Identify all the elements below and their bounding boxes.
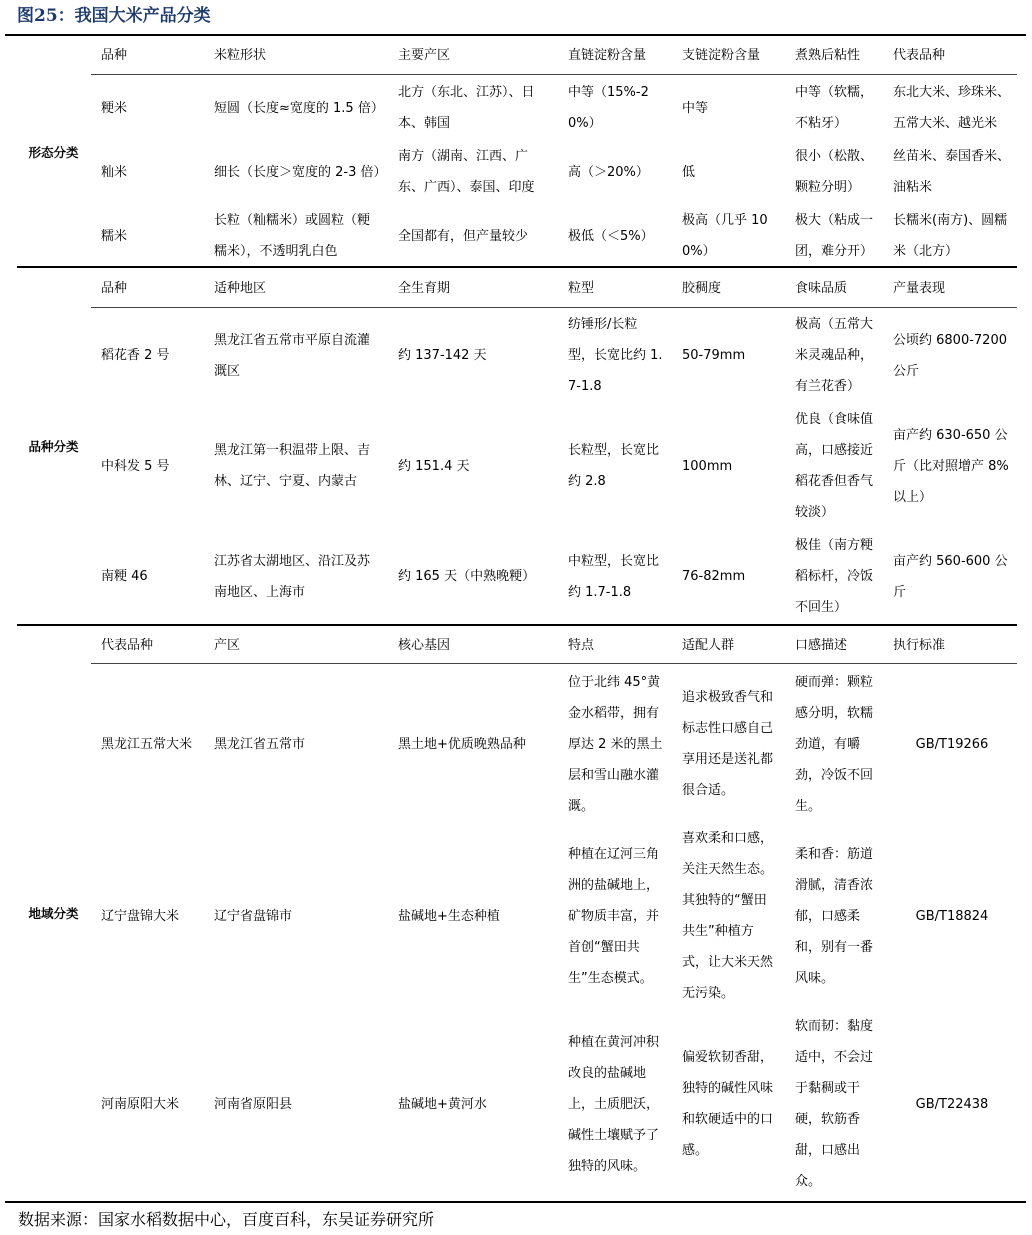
- table-cell: 黑土地+优质晚熟品种: [398, 736, 526, 752]
- table-cell: 辽宁盘锦大米: [101, 908, 180, 924]
- table-cell: 糯米: [101, 228, 128, 244]
- table-cell: 硬而弹：颗粒感分明，软糯劲道，有嚼劲，冷饭不回生。: [795, 674, 874, 814]
- header-rule: [91, 307, 1017, 308]
- table-cell: 种植在黄河冲积改良的盐碱地上，土质肥沃，碱性土壤赋予了独特的风味。: [568, 1034, 660, 1174]
- table-cell: 短圆（长度≈宽度的 1.5 倍）: [214, 100, 384, 116]
- column-header: 代表品种: [101, 638, 154, 653]
- table-cell: GB/T18824: [915, 908, 989, 924]
- column-header: 口感描述: [795, 638, 848, 653]
- table-cell: 极低（＜5%）: [568, 228, 654, 244]
- table-cell: 中等（软糯，不粘牙）: [795, 85, 874, 131]
- table-cell: 中科发 5 号: [101, 458, 170, 474]
- table-cell: GB/T22438: [915, 1096, 989, 1112]
- section-rule: [17, 624, 1017, 626]
- table-cell: 约 151.4 天: [398, 458, 470, 474]
- header-rule: [91, 74, 1017, 75]
- table-cell: 东北大米、珍珠米、五常大米、越光米: [893, 85, 1011, 131]
- table-cell: 位于北纬 45°黄金水稻带，拥有厚达 2 米的黑土层和雪山融水灌溉。: [568, 674, 663, 814]
- table-cell: GB/T19266: [915, 736, 989, 752]
- column-header: 执行标准: [893, 638, 946, 653]
- column-header: 核心基因: [398, 638, 451, 653]
- table-cell: 50-79mm: [682, 348, 746, 363]
- category-label: 形态分类: [28, 145, 79, 160]
- table-cell: 极佳（南方粳稻标杆，冷饭不回生）: [795, 538, 874, 615]
- table-cell: 粳米: [101, 100, 128, 116]
- table-cell: 低: [682, 164, 696, 180]
- column-header: 煮熟后粘性: [795, 48, 861, 63]
- column-header: 品种: [101, 48, 128, 63]
- table-cell: 极高（五常大米灵魂品种，有兰花香）: [795, 317, 874, 394]
- column-header: 全生育期: [398, 281, 451, 296]
- category-label: 品种分类: [28, 439, 79, 454]
- table-cell: 籼米: [101, 164, 128, 180]
- table-cell: 长糯米(南方)、圆糯米（北方）: [893, 213, 1008, 259]
- column-header: 产区: [214, 638, 241, 653]
- column-header: 粒型: [568, 281, 595, 296]
- table-cell: 稻花香 2 号: [101, 348, 170, 363]
- table-cell: 丝苗米、泰国香米、油粘米: [893, 149, 1011, 195]
- column-header: 品种: [101, 281, 128, 296]
- section-rule: [17, 266, 1017, 268]
- table-cell: 中等: [682, 100, 709, 116]
- table-cell: 偏爱软韧香甜，独特的碱性风味和软硬适中的口感。: [682, 1050, 774, 1158]
- table-cell: 喜欢柔和口感，关注天然生态。其独特的“蟹田共生”种植方式，让大米天然无污染。: [682, 831, 774, 1001]
- column-header: 胶稠度: [682, 281, 722, 296]
- table-cell: 76-82mm: [682, 569, 746, 584]
- table-cell: 细长（长度＞宽度的 2-3 倍）: [214, 164, 387, 180]
- table-cell: 南方（湖南、江西、广东、广西）、泰国、印度: [398, 149, 535, 195]
- table-cell: 100mm: [682, 458, 733, 474]
- table-cell: 河南原阳大米: [101, 1096, 180, 1112]
- table-cell: 优良（食味值高，口感接近稻花香但香气较淡）: [795, 412, 874, 520]
- column-header: 适配人群: [682, 638, 735, 653]
- header-rule: [91, 663, 1017, 664]
- column-header: 米粒形状: [214, 48, 267, 63]
- column-header: 特点: [568, 638, 595, 653]
- table-cell: 中等（15%-20%）: [568, 85, 649, 131]
- column-header: 直链淀粉含量: [568, 48, 647, 63]
- column-header: 适种地区: [214, 281, 267, 296]
- table-cell: 全国都有，但产量较少: [398, 228, 529, 244]
- table-cell: 黑龙江省五常市平原自流灌溉区: [214, 332, 371, 379]
- top-rule: [5, 34, 1026, 36]
- column-header: 食味品质: [795, 281, 848, 296]
- column-header: 主要产区: [398, 48, 451, 63]
- table-cell: 追求极致香气和标志性口感自己享用还是送礼都很合适。: [682, 690, 774, 798]
- table-cell: 黑龙江省五常市: [214, 736, 306, 752]
- table-cell: 软而韧：黏度适中，不会过于黏稠或干硬，软筋香甜，口感出众。: [795, 1019, 874, 1189]
- table-cell: 南粳 46: [101, 569, 148, 584]
- table-cell: 公顷约 6800-7200 公斤: [893, 332, 1007, 379]
- data-source-note: 数据来源：国家水稻数据中心，百度百科，东吴证券研究所: [18, 1210, 435, 1229]
- figure-title: 图25：我国大米产品分类: [17, 6, 211, 26]
- table-cell: 黑龙江五常大米: [101, 736, 193, 752]
- table-cell: 柔和香：筋道滑腻，清香浓郁，口感柔和，别有一番风味。: [795, 846, 874, 986]
- table-cell: 亩产约 560-600 公斤: [893, 553, 1008, 600]
- table-cell: 纺锤形/长粒型，长宽比约 1.7-1.8: [568, 317, 663, 394]
- table-cell: 种植在辽河三角洲的盐碱地上，矿物质丰富，并首创“蟹田共生”生态模式。: [568, 846, 660, 986]
- table-cell: 约 137-142 天: [398, 348, 487, 363]
- table-cell: 黑龙江第一积温带上限、吉林、辽宁、宁夏、内蒙古: [214, 443, 371, 489]
- table-cell: 盐碱地+生态种植: [398, 908, 500, 924]
- table-cell: 长粒（籼糯米）或圆粒（粳糯米），不透明乳白色: [214, 213, 371, 259]
- column-header: 代表品种: [893, 48, 946, 63]
- table-cell: 高（＞20%）: [568, 164, 649, 180]
- table-cell: 亩产约 630-650 公斤（比对照增产 8%以上）: [893, 427, 1009, 505]
- table-cell: 约 165 天（中熟晚粳）: [398, 569, 536, 584]
- table-cell: 盐碱地+黄河水: [398, 1096, 487, 1112]
- table-cell: 极高（几乎 100%）: [682, 213, 768, 259]
- table-cell: 河南省原阳县: [214, 1096, 293, 1112]
- table-cell: 北方（东北、江苏）、日本、韩国: [398, 85, 535, 131]
- column-header: 支链淀粉含量: [682, 48, 761, 63]
- table-cell: 中粒型，长宽比约 1.7-1.8: [568, 553, 660, 600]
- category-label: 地域分类: [28, 906, 79, 921]
- table-cell: 极大（粘成一团，难分开）: [795, 213, 874, 259]
- table-cell: 很小（松散、颗粒分明）: [795, 149, 874, 195]
- bottom-rule: [5, 1201, 1026, 1203]
- table-cell: 长粒型，长宽比约 2.8: [568, 443, 660, 489]
- table-cell: 辽宁省盘锦市: [214, 908, 293, 924]
- column-header: 产量表现: [893, 281, 946, 296]
- table-cell: 江苏省太湖地区、沿江及苏南地区、上海市: [214, 553, 371, 600]
